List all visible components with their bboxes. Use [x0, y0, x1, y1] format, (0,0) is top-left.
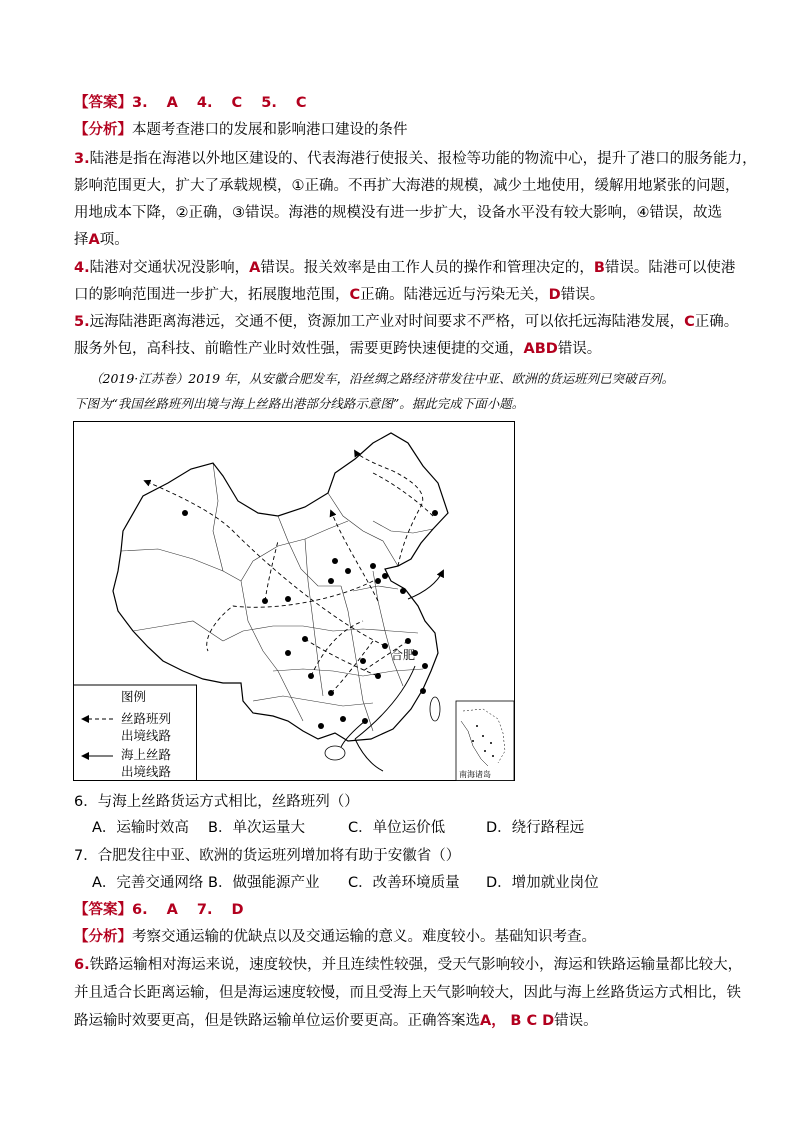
legend-sea-2: 出境线路	[121, 764, 172, 779]
legend-sea-1: 海上丝路	[121, 747, 172, 762]
q4-text: 正确。陆港远近与污染无关，	[360, 287, 549, 303]
analysis-text: 本题考查港口的发展和影响港口建设的条件	[132, 122, 408, 138]
city-dot	[382, 643, 388, 649]
q5-text: 错误。	[557, 341, 602, 357]
q5-text: 远海陆港距离海港远，交通不便，资源加工产业对时间要求不严格，可以依托远海陆港发展，	[89, 314, 685, 330]
option-letter: C	[684, 314, 695, 330]
q6-stem: 6．与海上丝路货运方式相比，丝路班列（）	[74, 794, 359, 810]
q6-exp-line-2	[74, 983, 741, 1003]
q6-option-c: C．单位运价低	[348, 820, 446, 836]
q5-num: 5.	[74, 314, 90, 330]
q6-exp-text: 错误。	[554, 1013, 598, 1029]
city-dot	[182, 510, 188, 516]
q7-option-b: B．做强能源产业	[208, 875, 320, 891]
option-letter: C	[349, 287, 361, 303]
q3-text: 陆港是指在海港以外地区建设的、代表海港行使报关、报检等功能的物流中心，提升了港口的服务能力，	[89, 151, 757, 167]
city-dot	[405, 638, 411, 644]
q3-num: 3.	[74, 151, 90, 167]
city-dot	[302, 636, 308, 642]
stem-line-2: 下图为“我国丝路班列出境与海上丝路出港部分线路示意图”。据此完成下面小题。	[74, 396, 525, 411]
stem-line-1: （2019·江苏卷）2019 年，从安徽合肥发车，沿丝绸之路经济带发往中亚、欧洲的货运班列已突破百列。	[90, 371, 675, 386]
city-dot	[360, 658, 366, 664]
q5-line-1	[74, 312, 738, 332]
map-legend	[74, 685, 197, 781]
option-letter: ABD	[523, 341, 558, 357]
city-dot	[318, 723, 324, 729]
q6-exp-text: 铁路运输相对海运来说，速度较快，并且连续性较强，受天气影响较小，海运和铁路运输量都比较大，	[89, 957, 743, 973]
map-svg	[73, 421, 515, 781]
city-dot	[382, 573, 388, 579]
city-dot	[370, 563, 376, 569]
city-dot	[400, 588, 406, 594]
city-dot	[375, 673, 381, 679]
q6-exp-line-3	[74, 1011, 598, 1031]
city-dot	[345, 568, 351, 574]
hefei-label: 合肥	[391, 648, 416, 662]
city-dot	[285, 650, 291, 656]
analysis-line-1	[74, 120, 408, 140]
option-letter: A，	[480, 1013, 506, 1029]
q5-text: 服务外包，高科技、前瞻性产业时效性强，需要更跨快速便捷的交通，	[74, 341, 524, 357]
city-dot	[332, 558, 338, 564]
q3-text: 影响范围更大，扩大了承载规模，①正确。不再扩大海港的规模，减少土地使用，缓解用地紧张的问题，	[74, 178, 740, 194]
q6-option-d: D．绕行路程远	[486, 820, 585, 836]
legend-silk-1: 丝路班列	[121, 711, 172, 726]
q3-text: 用地成本下降，②正确，③错误。海港的规模没有进一步扩大，设备水平没有较大影响，④错误，故选	[74, 205, 722, 221]
legend-silk-2: 出境线路	[121, 728, 172, 743]
analysis-line-2	[74, 927, 596, 947]
q6-exp-text: 并且适合长距离运输，但是海运速度较慢，而且受海上天气影响较大，因此与海上丝路货运方式相比，铁	[74, 985, 741, 1001]
q3-line-2	[74, 176, 740, 196]
q7-option-d: D．增加就业岗位	[486, 875, 599, 891]
city-dot	[375, 578, 381, 584]
q6-option-b: B．单次运量大	[208, 820, 305, 836]
legend-title: 图例	[121, 689, 147, 704]
city-dot	[328, 578, 334, 584]
q4-text: 口的影响范围进一步扩大，拓展腹地范围，	[74, 287, 350, 303]
q7-option-c: C．改善环境质量	[348, 875, 460, 891]
answer-tag: 【答案】	[74, 95, 132, 111]
city-dot	[340, 716, 346, 722]
city-dot	[432, 510, 438, 516]
q6-option-a: A．运输时效高	[92, 820, 189, 836]
south-china-sea-inset	[456, 701, 514, 781]
city-dot	[285, 596, 291, 602]
q4-line-2	[74, 285, 604, 305]
city-dot	[308, 673, 314, 679]
q3-line-3	[74, 203, 722, 223]
city-dot	[362, 718, 368, 724]
q3-line-1	[74, 149, 757, 169]
option-letter: A	[249, 260, 261, 276]
q3-text: 择	[74, 232, 89, 248]
q6-exp-line-1	[74, 955, 742, 975]
answer-text: 6. A 7. D	[132, 902, 244, 918]
q4-line-1	[74, 258, 735, 278]
q4-num: 4.	[74, 260, 90, 276]
option-letter: B C D	[510, 1013, 555, 1029]
analysis-tag: 【分析】	[74, 122, 132, 138]
q5-line-2	[74, 339, 601, 359]
city-dot	[420, 688, 426, 694]
answer-line-2	[74, 900, 244, 920]
inset-label: 南海诸岛	[459, 770, 491, 779]
q6-exp-num: 6.	[74, 957, 90, 973]
analysis-text: 考察交通运输的优缺点以及交通运输的意义。难度较小。基础知识考查。	[132, 929, 596, 945]
analysis-tag: 【分析】	[74, 929, 132, 945]
city-dot	[262, 598, 268, 604]
option-letter: A	[88, 232, 100, 248]
q4-text: 陆港对交通状况没影响，	[89, 260, 250, 276]
q6-exp-text: 路运输时效要更高，但是铁路运输单位运价要更高。正确答案选	[74, 1013, 480, 1029]
q7-option-a: A．完善交通网络	[92, 875, 204, 891]
city-dot	[422, 663, 428, 669]
q3-line-4	[74, 230, 129, 250]
option-letter: D	[548, 287, 561, 303]
q3-text: 项。	[99, 232, 129, 248]
q4-text: 错误。报关效率是由工作人员的操作和管理决定的，	[260, 260, 594, 276]
q4-text: 错误。	[560, 287, 605, 303]
city-dot	[328, 690, 334, 696]
answer-text: 3. A 4. C 5. C	[132, 95, 307, 111]
answer-tag: 【答案】	[74, 902, 132, 918]
q5-text: 正确。	[694, 314, 739, 330]
answer-line-1	[74, 93, 307, 113]
q4-text: 错误。陆港可以使港	[604, 260, 736, 276]
q7-stem: 7．合肥发往中亚、欧洲的货运班列增加将有助于安徽省（）	[74, 848, 461, 864]
route-map	[73, 421, 515, 781]
option-letter: B	[593, 260, 605, 276]
